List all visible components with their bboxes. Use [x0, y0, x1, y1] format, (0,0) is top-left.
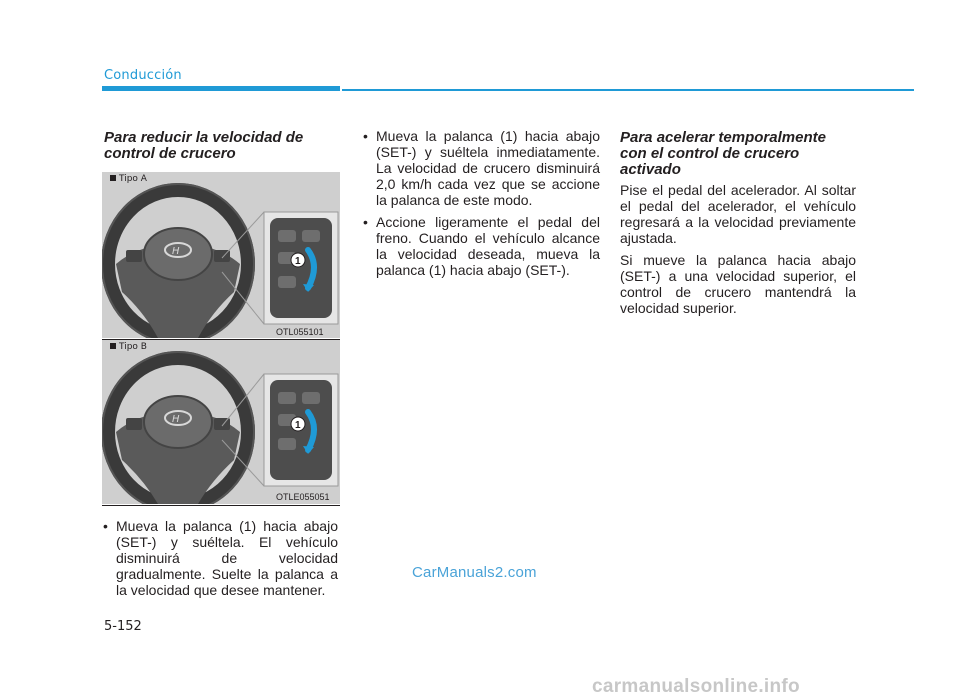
- right-paragraphs: [620, 182, 856, 322]
- header-bar-thick: [102, 86, 340, 91]
- paragraph: Si mueve la palanca hacia abajo (SET-) a una velocidad superior, el control de crucero mantendrá la velocidad superior.: [620, 252, 856, 316]
- paragraph: Pise el pedal del acelerador. Al soltar el pedal del acelerador, el vehículo regresará a la velocidad previamente ajustada.: [620, 182, 856, 246]
- figure-a-tag-label: Tipo A: [119, 174, 147, 184]
- steering-wheel-b-illustration: [102, 340, 340, 504]
- list-item: • Accione ligeramente el pedal del freno. Cuando el vehículo alcance la velocidad deseada, mueva la palanca (1) hacia abajo (SET-).: [362, 214, 600, 278]
- figure-type-a: [102, 172, 340, 338]
- svg-text:H: H: [172, 246, 180, 257]
- figure-type-b: [102, 340, 340, 504]
- watermark-link[interactable]: CarManuals2.com: [412, 564, 537, 581]
- list-item: • Mueva la palanca (1) hacia abajo (SET-) y suéltela inmediatamente. La velocidad de crucero disminuirá 2,0 km/h cada vez que se accione la palanca de este modo.: [362, 128, 600, 208]
- left-bullet-list: [102, 518, 338, 604]
- figure-b-callout: 1: [295, 420, 301, 431]
- middle-bullet-list: [362, 128, 600, 284]
- section-title: Conducción: [104, 68, 182, 83]
- figure-b-code: OTLE055051: [276, 492, 330, 502]
- heading-accelerate: Para acelerar temporalmente con el control de crucero activado: [620, 129, 826, 178]
- svg-text:H: H: [172, 414, 180, 425]
- figure-a-callout: 1: [295, 256, 301, 267]
- page-number: 5-152: [104, 619, 142, 634]
- list-item: • Mueva la palanca (1) hacia abajo (SET-) y suéltela. El vehículo disminuirá de velocidad gradualmente. Suelte la palanca a la velocidad que desee mantener.: [102, 518, 338, 598]
- figure-b-divider: [102, 505, 340, 506]
- figure-a-code: OTL055101: [276, 327, 324, 337]
- heading-reduce-speed: Para reducir la velocidad de control de crucero: [104, 129, 304, 162]
- steering-wheel-a-illustration: [102, 172, 340, 338]
- header-bar-thin: [342, 89, 914, 91]
- footer-watermark: carmanualsonline.info: [592, 676, 800, 697]
- figure-b-tag-label: Tipo B: [119, 342, 147, 352]
